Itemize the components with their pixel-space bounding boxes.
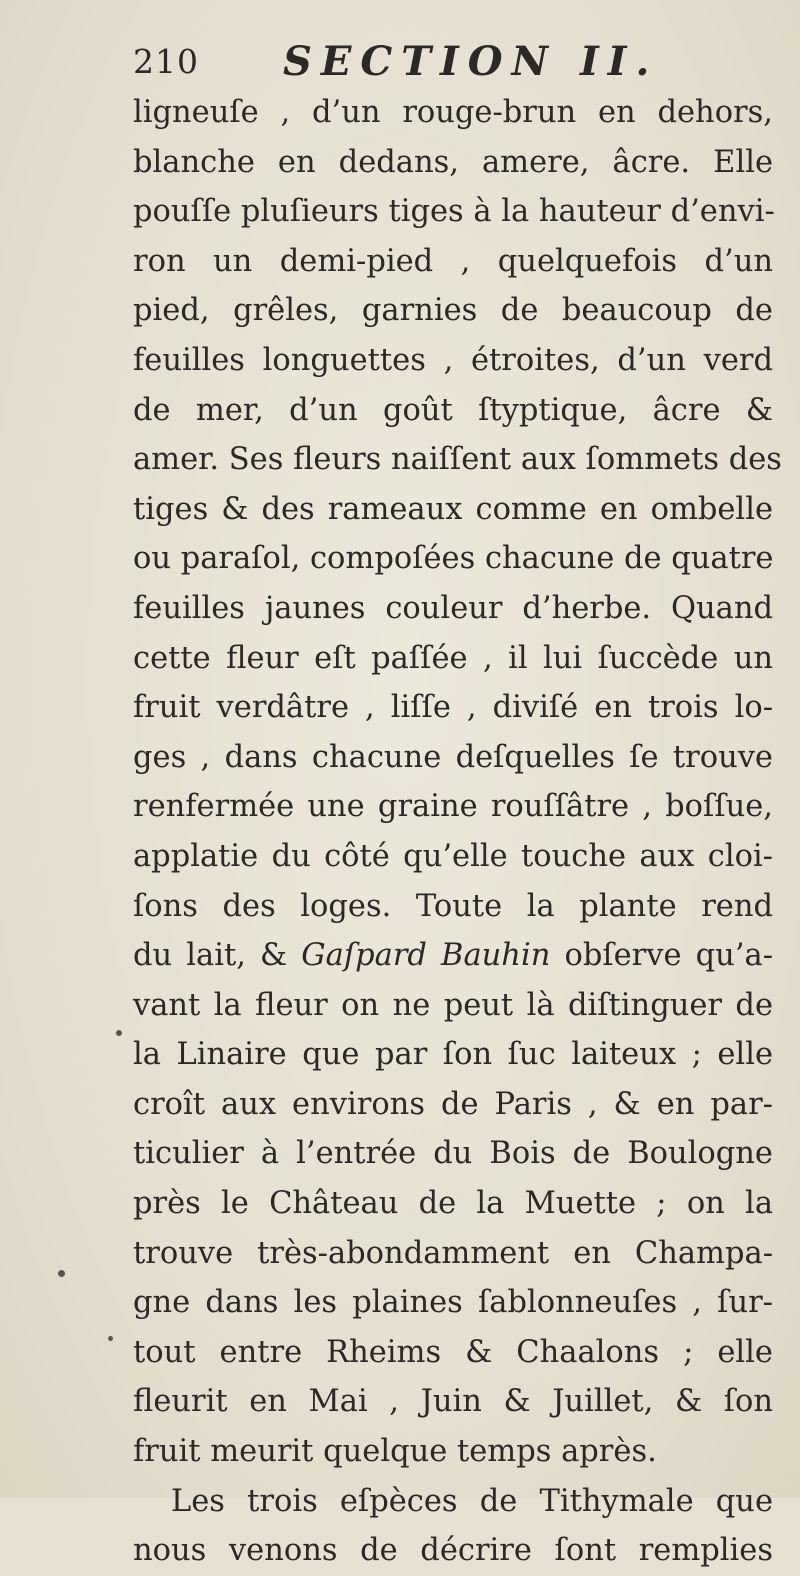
text-segment: du lait, & (133, 938, 302, 974)
paper-speck (108, 1336, 113, 1341)
text-line: Les trois eſpèces de Tithymale que (171, 1483, 773, 1519)
text-segment: obſerve qu’a- (550, 938, 773, 974)
text-line: de mer, d’un goût ſtyptique, âcre & (133, 392, 773, 428)
text-line: trouve très-abondamment en Champa- (133, 1235, 773, 1271)
text-line: pied, grêles, garnies de beaucoup de (133, 293, 773, 329)
page-header (133, 38, 659, 88)
paper-speck (116, 1030, 122, 1036)
text-line: ron un demi-pied , quelquefois d’un (133, 243, 773, 279)
text-line: gne dans les plaines ſablonneuſes , ſur- (133, 1285, 773, 1321)
paper-speck (58, 1270, 65, 1277)
text-line: nous venons de décrire ſont remplies (133, 1533, 773, 1569)
text-line: fleurit en Mai , Juin & Juillet, & ſon (133, 1384, 773, 1420)
text-line: ligneuſe , d’un rouge-brun en dehors, (133, 95, 773, 130)
text-line: renfermée une graine rouſſâtre , boſſue, (133, 789, 773, 825)
text-line: applatie du côté qu’elle touche aux cloi- (133, 838, 773, 874)
text-line: fruit verdâtre , liſſe , diviſé en trois lo- (133, 690, 773, 726)
text-line: croît aux environs de Paris , & en par- (133, 1086, 773, 1122)
text-line: ou paraſol, compoſées chacune de quatre (133, 541, 774, 577)
text-line: feuilles jaunes couleur d’herbe. Quand (133, 590, 773, 626)
text-line: fruit meurit quelque temps après. (133, 1434, 657, 1470)
italic-name: Gaſpard Bauhin (301, 938, 551, 974)
text-line: près le Château de la Muette ; on la (133, 1186, 773, 1222)
text-line: blanche en dedans, amere, âcre. Elle (133, 144, 773, 180)
text-line: amer. Ses fleurs naiſſent aux ſommets des (133, 442, 782, 478)
text-line (133, 931, 773, 981)
text-line: pouſſe pluſieurs tiges à la hauteur d’envi- (133, 194, 775, 230)
text-line: tiges & des rameaux comme en ombelle (133, 491, 773, 527)
text-line: ges , dans chacune deſquelles ſe trouve (133, 739, 773, 775)
text-line: cette fleur eſt paſſée , il lui ſuccède un (133, 640, 773, 676)
text-line: vant la fleur on ne peut là diſtinguer de (133, 987, 773, 1023)
body-text (133, 88, 782, 1576)
text-line: feuilles longuettes , étroites, d’un verd (133, 342, 773, 378)
text-line: tout entre Rheims & Chaalons ; elle (133, 1334, 773, 1370)
text-line: ſons des loges. Toute la plante rend (133, 888, 773, 924)
page-number: 210 (133, 42, 199, 81)
text-line: ticulier à l’entrée du Bois de Boulogne (133, 1136, 773, 1172)
running-head: SECTION II. (283, 38, 659, 85)
text-line: la Linaire que par ſon ſuc laiteux ; elle (133, 1037, 773, 1073)
